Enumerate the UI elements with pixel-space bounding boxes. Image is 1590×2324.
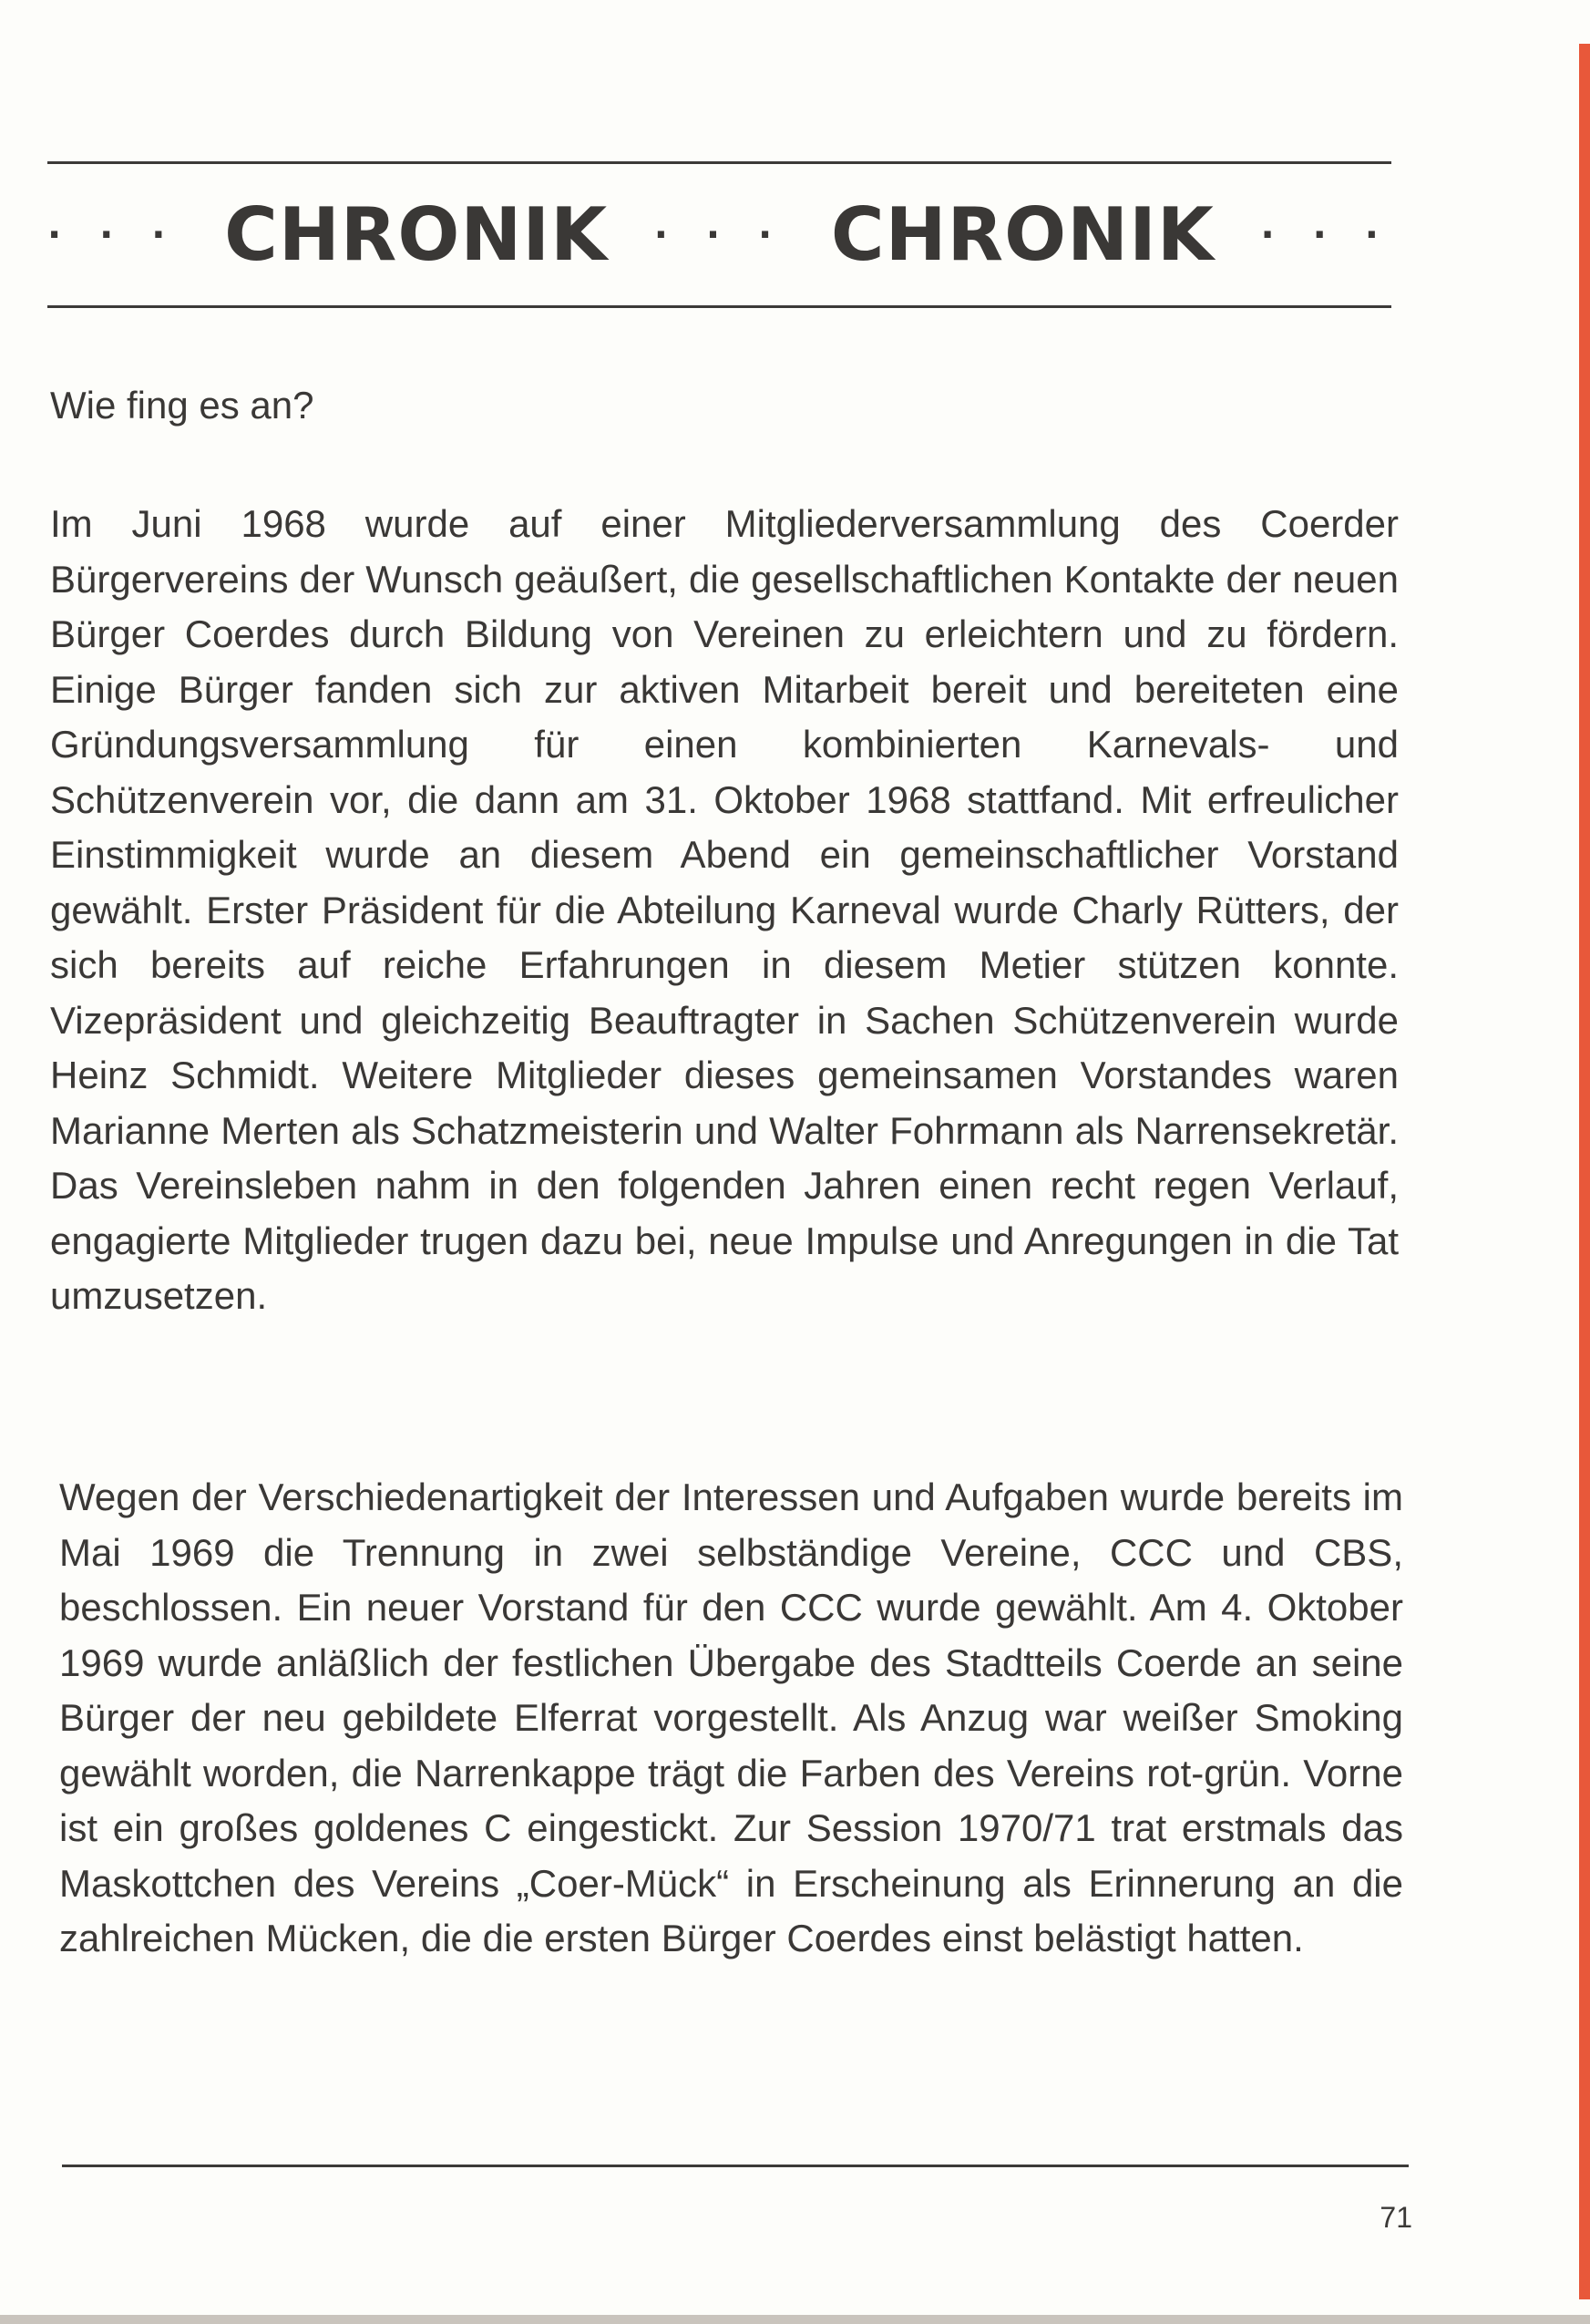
header-bottom-rule — [47, 305, 1391, 308]
header-title-right: CHRONIK — [830, 192, 1215, 277]
header-dots-left: · · · — [47, 213, 179, 256]
header-dots-middle: · · · — [653, 213, 785, 256]
footer-rule — [62, 2165, 1409, 2167]
paragraph-separation: Wegen der Verschiedenartigkeit der Interessen und Aufgaben wurde bereits im Mai 1969 die Trennung in zwei selbständige Vereine, CCC und CBS, beschlossen. Ein neuer Vorstand für den CCC wurde gewählt. Am 4. Oktober 1969 wurde anläßlich der festlichen Übergabe des Stadtteils Coerde an seine Bürger der neu gebildete Elferrat vorgestellt. Als Anzug war weißer Smoking gewählt worden, die Narrenkappe trägt die Farben des Vereins rot-grün. Vorne ist ein großes goldenes C eingestickt. Zur Session 1970/71 trat erstmals das Maskottchen des Vereins „Coer-Mück“ in Erscheinung als Erinnerung an die zahlreichen Mücken, die die ersten Bürger Coerdes einst belästigt hatten. — [59, 1476, 1403, 1959]
header-title-left: CHRONIK — [224, 192, 609, 277]
paragraph-founding: Im Juni 1968 wurde auf einer Mitgliederversammlung des Coerder Bürgervereins der Wunsch geäußert, die gesellschaftlichen Kontakte der neuen Bürger Coerdes durch Bildung von Vereinen zu erleichtern und zu fördern. Einige Bürger fanden sich zur aktiven Mitarbeit bereit und bereiteten eine Gründungsversammlung für einen kombinierten Karnevals- und Schützenverein vor, die dann am 31. Oktober 1968 stattfand. Mit erfreulicher Einstimmigkeit wurde an diesem Abend ein gemeinschaftlicher Vorstand gewählt. Erster Präsident für die Abteilung Karneval wurde Charly Rütters, der sich bereits auf reiche Erfahrungen in diesem Metier stützen konnte. Vizepräsident und gleichzeitig Beauftragter in Sachen Schützenverein wurde Heinz Schmidt. Weitere Mitglieder dieses gemeinsamen Vorstandes waren Marianne Merten als Schatzmeisterin und Walter Fohrmann als Narrensekretär. Das Vereinsleben nahm in den folgenden Jahren einen recht regen Verlauf, engagierte Mitglieder trugen dazu bei, neue Impulse und Anregungen in die Tat umzusetzen. — [50, 502, 1399, 1317]
section-question: Wie fing es an? — [50, 384, 314, 427]
header-top-rule — [47, 161, 1391, 164]
header-dots-right: · · · — [1260, 213, 1391, 256]
page-bottom-edge — [0, 2315, 1590, 2324]
page-number: 71 — [1380, 2201, 1412, 2234]
chronik-header — [47, 173, 1391, 296]
red-page-edge — [1579, 44, 1590, 2299]
